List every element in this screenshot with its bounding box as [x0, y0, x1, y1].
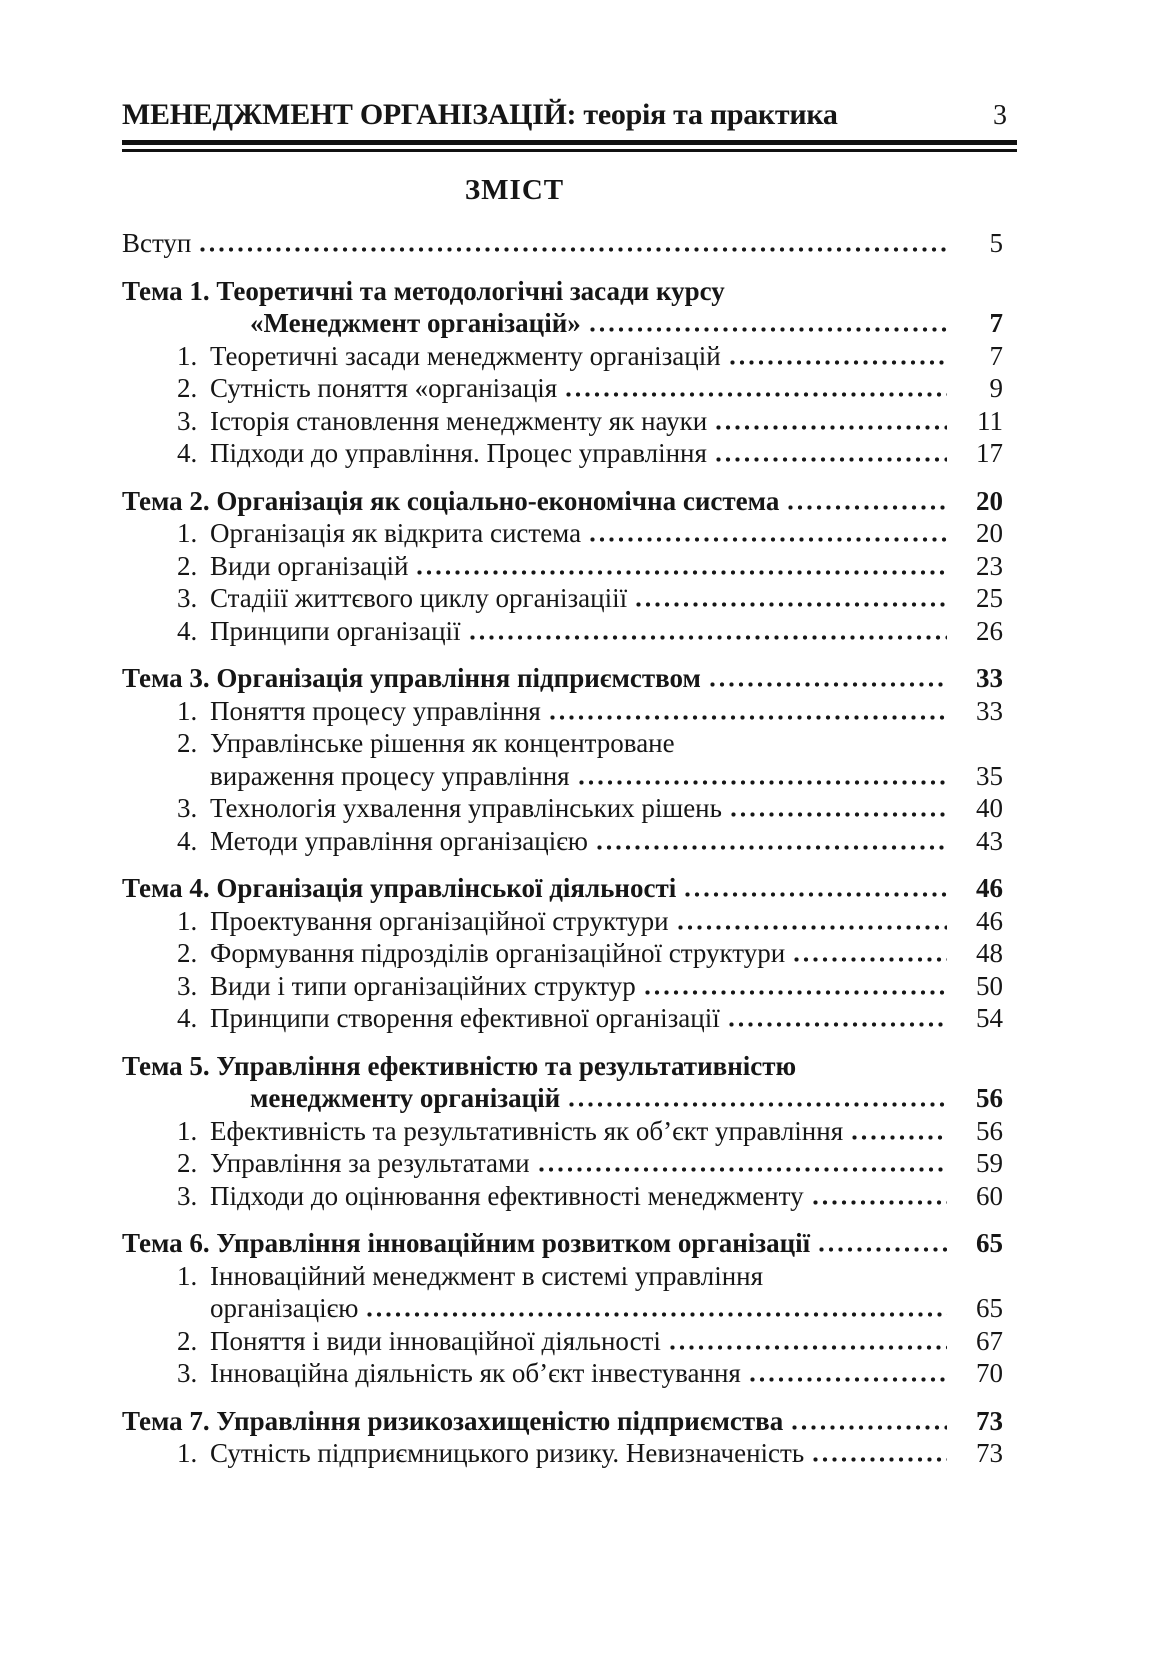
- toc-entry-text: Тема 6. Управління інноваційним розвитком організації: [122, 1228, 811, 1258]
- toc-page-number: 33: [976, 663, 1003, 693]
- toc-entry-text: Поняття і види інноваційної діяльності: [210, 1325, 661, 1356]
- toc-page-number: 59: [976, 1148, 1003, 1178]
- toc-row: [122, 307, 1017, 340]
- dot-leader: [200, 247, 947, 252]
- toc-row: [122, 1227, 1017, 1260]
- toc-page-number: 9: [989, 373, 1003, 403]
- running-head: [122, 98, 1017, 132]
- toc-page-number: 56: [976, 1083, 1003, 1113]
- toc-entry-text: Стадіії життєвого циклу організаціії: [210, 583, 628, 613]
- toc-entry-text: Тема 2. Організація як соціально-економічна система: [122, 485, 780, 516]
- dot-leader: [813, 1200, 947, 1205]
- toc-row: [122, 485, 1017, 518]
- toc-entry-text: Ефективність та результативність як об’єкт управління: [210, 1115, 844, 1146]
- dot-leader: [685, 892, 947, 897]
- toc-page-number: 17: [976, 438, 1003, 468]
- dot-leader: [852, 1135, 947, 1140]
- toc-entry-text: Технологія ухвалення управлінських рішень: [210, 793, 722, 823]
- toc-row: [122, 662, 1017, 695]
- dot-leader: [550, 715, 947, 720]
- toc-entry-text: Вступ: [122, 228, 192, 258]
- toc-entry-text: Підходи до оцінювання ефективності менеджменту: [210, 1180, 804, 1211]
- toc-page-number: 60: [976, 1180, 1003, 1211]
- toc-row: [122, 517, 1017, 550]
- toc-entry-text: Тема 3. Організація управління підприємством: [122, 663, 701, 693]
- toc-item-number: 1.: [177, 695, 198, 726]
- toc-page-number: 7: [989, 308, 1003, 338]
- toc-entry-text: Теоретичні засади менеджменту організацій: [210, 340, 721, 371]
- toc-entry-text: менеджменту організацій: [250, 1083, 561, 1113]
- toc-page-number: 23: [976, 550, 1003, 581]
- toc-page-number: 67: [976, 1325, 1003, 1356]
- toc-page-number: 26: [976, 615, 1003, 646]
- toc-entry-text: Формування підрозділів організаційної структури: [210, 938, 786, 968]
- toc-entry-text: «Менеджмент організацій»: [250, 308, 581, 338]
- toc-entry-text: Історія становлення менеджменту як науки: [210, 405, 708, 436]
- dot-leader: [730, 360, 947, 365]
- toc-row: [122, 1147, 1017, 1180]
- toc-entry-text: Сутність поняття «організація: [210, 373, 558, 403]
- toc-row: [122, 372, 1017, 405]
- toc-page-number: 50: [976, 970, 1003, 1001]
- toc-entry-text: Організація як відкрита система: [210, 518, 582, 548]
- dot-leader: [470, 635, 947, 640]
- toc-row: [122, 615, 1017, 648]
- toc-row: [122, 1357, 1017, 1390]
- toc-row: [122, 1292, 1017, 1325]
- toc-row: [122, 405, 1017, 438]
- toc-entry-text: Інноваційний менеджмент в системі управління: [210, 1260, 764, 1291]
- dot-leader: [792, 1425, 947, 1430]
- dot-leader: [819, 1247, 947, 1252]
- toc-row: [122, 1260, 1017, 1293]
- page-number: 3: [993, 100, 1007, 131]
- toc-item-number: 2.: [177, 728, 198, 758]
- toc-item-number: 3.: [177, 583, 198, 613]
- toc-row: [122, 727, 1017, 760]
- toc-entry-text: Інноваційна діяльність як об’єкт інвестування: [210, 1358, 741, 1388]
- toc-page-number: 73: [976, 1405, 1003, 1436]
- toc-row: [122, 970, 1017, 1003]
- dot-leader: [590, 537, 947, 542]
- toc-entry-text: Види і типи організаційних структур: [210, 970, 636, 1001]
- toc-entry-text: вираження процесу управління: [210, 760, 570, 791]
- toc-row: [122, 275, 1017, 308]
- toc-item-number: 1.: [177, 340, 198, 371]
- dot-leader: [645, 990, 947, 995]
- dot-leader: [579, 780, 947, 785]
- toc-item-number: 1.: [177, 1438, 198, 1468]
- toc-row: [122, 1325, 1017, 1358]
- toc-entry-text: Принципи організації: [210, 615, 461, 646]
- toc-list: [122, 227, 1017, 1470]
- toc-item-number: 4.: [177, 615, 198, 646]
- toc-item-number: 1.: [177, 518, 198, 548]
- toc-entry-text: Підходи до управління. Процес управління: [210, 438, 707, 468]
- toc-page-number: 20: [976, 485, 1003, 516]
- dot-leader: [670, 1345, 947, 1350]
- dot-leader: [569, 1102, 947, 1107]
- dot-leader: [716, 457, 947, 462]
- dot-leader: [417, 570, 947, 575]
- toc-item-number: 3.: [177, 793, 198, 823]
- toc-entry-text: Тема 7. Управління ризикозахищеністю підприємства: [122, 1405, 784, 1436]
- dot-leader: [731, 812, 947, 817]
- dot-leader: [678, 925, 947, 930]
- toc-page-number: 48: [976, 938, 1003, 968]
- toc-page-number: 11: [977, 405, 1003, 436]
- toc-item-number: 1.: [177, 1115, 198, 1146]
- toc-item-number: 2.: [177, 550, 198, 581]
- toc-row: [122, 1002, 1017, 1035]
- toc-item-number: 2.: [177, 373, 198, 403]
- dot-leader: [367, 1312, 947, 1317]
- toc-page-number: 35: [976, 760, 1003, 791]
- toc-page-number: 46: [976, 905, 1003, 936]
- toc-entry-text: Принципи створення ефективної організації: [210, 1003, 720, 1033]
- toc-page-number: 33: [976, 695, 1003, 726]
- toc-page-number: 7: [989, 340, 1003, 371]
- toc-entry-text: Поняття процесу управління: [210, 695, 541, 726]
- toc-row: [122, 825, 1017, 858]
- dot-leader: [794, 957, 947, 962]
- dot-leader: [597, 845, 947, 850]
- header-rule: [122, 140, 1017, 152]
- toc-page-number: 54: [976, 1003, 1003, 1033]
- toc-item-number: 3.: [177, 1180, 198, 1211]
- toc-page-number: 73: [976, 1438, 1003, 1468]
- toc-page-number: 70: [976, 1358, 1003, 1388]
- dot-leader: [539, 1167, 947, 1172]
- page-content: [122, 98, 1017, 1470]
- toc-row: [122, 872, 1017, 905]
- toc-page-number: 25: [976, 583, 1003, 613]
- toc-entry-text: Тема 1. Теоретичні та методологічні засади курсу: [122, 275, 725, 306]
- toc-page-number: 56: [976, 1115, 1003, 1146]
- toc-row: [122, 550, 1017, 583]
- dot-leader: [710, 682, 947, 687]
- toc-entry-text: Проектування організаційної структури: [210, 905, 669, 936]
- toc-item-number: 1.: [177, 905, 198, 936]
- toc-page-number: 65: [976, 1228, 1003, 1258]
- toc-entry-text: Сутність підприємницького ризику. Невизначеність: [210, 1438, 805, 1468]
- toc-page-number: 40: [976, 793, 1003, 823]
- toc-row: [122, 1050, 1017, 1083]
- toc-item-number: 3.: [177, 405, 198, 436]
- dot-leader: [729, 1022, 947, 1027]
- toc-row: [122, 340, 1017, 373]
- toc-row: [122, 1405, 1017, 1438]
- dot-leader: [566, 392, 947, 397]
- toc-row: [122, 1180, 1017, 1213]
- toc-item-number: 1.: [177, 1260, 198, 1291]
- toc-row: [122, 1115, 1017, 1148]
- toc-item-number: 4.: [177, 438, 198, 468]
- toc-item-number: 2.: [177, 1325, 198, 1356]
- book-title: МЕНЕДЖМЕНТ ОРГАНІЗАЦІЙ: теорія та практика: [122, 98, 838, 131]
- toc-entry-text: Управління за результатами: [210, 1148, 530, 1178]
- toc-page-number: 20: [976, 518, 1003, 548]
- toc-row: [122, 582, 1017, 615]
- toc-entry-text: Тема 4. Організація управлінської діяльності: [122, 873, 677, 903]
- toc-row: [122, 905, 1017, 938]
- toc-item-number: 3.: [177, 970, 198, 1001]
- toc-row: [122, 695, 1017, 728]
- toc-page-number: 43: [976, 825, 1003, 856]
- toc-row: [122, 227, 1017, 260]
- dot-leader: [590, 327, 947, 332]
- toc-row: [122, 937, 1017, 970]
- toc-page-number: 46: [976, 873, 1003, 903]
- toc-row: [122, 760, 1017, 793]
- toc-row: [122, 437, 1017, 470]
- toc-row: [122, 1437, 1017, 1470]
- toc-item-number: 3.: [177, 1358, 198, 1388]
- toc-item-number: 4.: [177, 825, 198, 856]
- toc-entry-text: Управлінське рішення як концентроване: [210, 728, 675, 758]
- toc-entry-text: Види організацій: [210, 550, 409, 581]
- dot-leader: [636, 602, 947, 607]
- toc-row: [122, 1082, 1017, 1115]
- toc-entry-text: Тема 5. Управління ефективністю та результативністю: [122, 1050, 797, 1081]
- toc-page-number: 65: [976, 1293, 1003, 1323]
- toc-entry-text: організацією: [210, 1293, 359, 1323]
- toc-row: [122, 792, 1017, 825]
- toc-page-number: 5: [989, 228, 1003, 258]
- toc-item-number: 2.: [177, 1148, 198, 1178]
- dot-leader: [716, 425, 947, 430]
- toc-item-number: 4.: [177, 1003, 198, 1033]
- toc-item-number: 2.: [177, 938, 198, 968]
- dot-leader: [750, 1377, 947, 1382]
- toc-entry-text: Методи управління організацією: [210, 825, 588, 856]
- dot-leader: [813, 1457, 947, 1462]
- contents-title: ЗМІСТ: [464, 174, 565, 206]
- dot-leader: [788, 505, 947, 510]
